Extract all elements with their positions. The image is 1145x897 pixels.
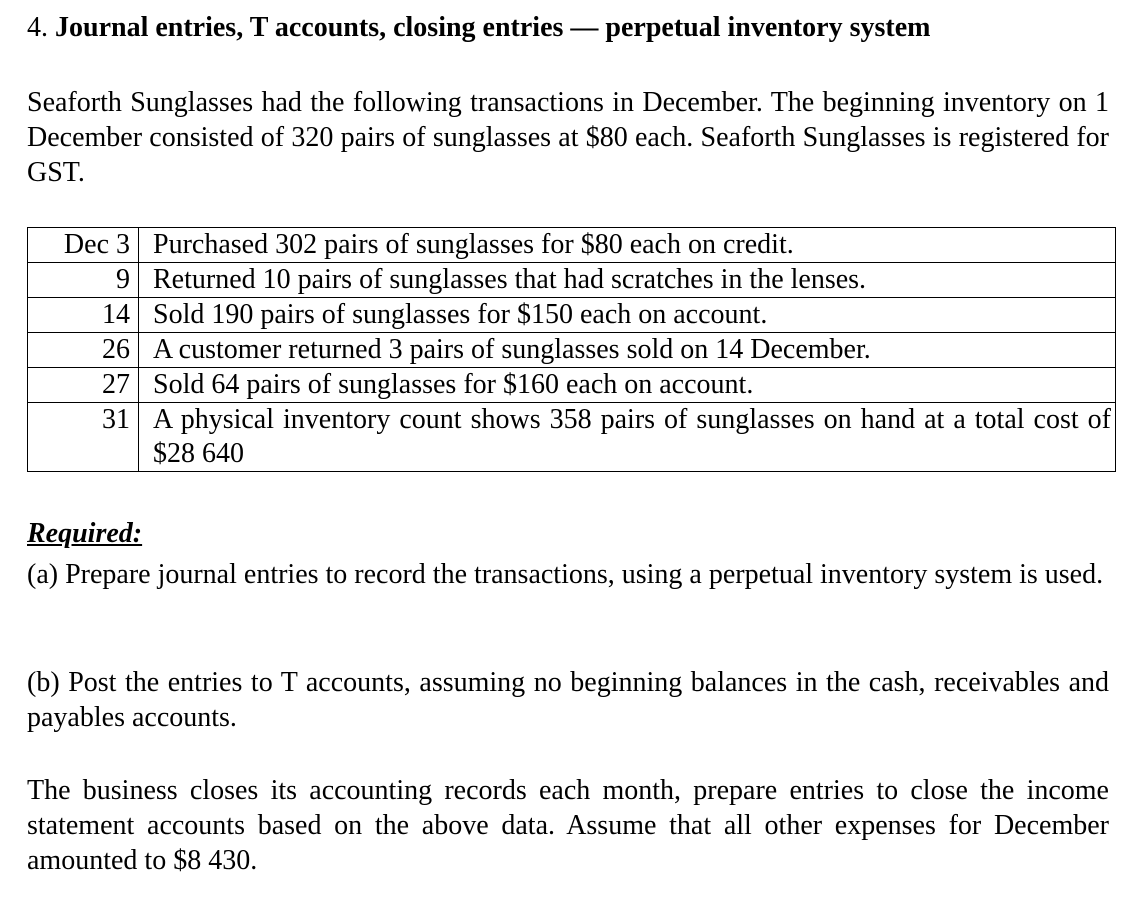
question-heading [27,12,930,44]
table-row [28,368,1116,403]
question-number: 4. [27,12,48,43]
transaction-description: Sold 190 pairs of sunglasses for $150 each on account. [139,298,1116,333]
closing-paragraph: The business closes its accounting records each month, prepare entries to close the income statement accounts based on the above data. Assume that all other expenses for December amounted to $8 430. [27,775,1109,876]
table-row [28,403,1116,472]
table-row [28,263,1116,298]
table-row [28,333,1116,368]
table-row [28,298,1116,333]
transaction-description: A physical inventory count shows 358 pairs of sunglasses on hand at a total cost of $28 640 [139,403,1116,472]
transaction-description: Sold 64 pairs of sunglasses for $160 each on account. [139,368,1116,403]
required-part-b: (b) Post the entries to T accounts, assuming no beginning balances in the cash, receivables and payables accounts. [27,667,1109,733]
transaction-date: 31 [28,403,139,472]
required-label: Required: [27,518,143,549]
transaction-description: A customer returned 3 pairs of sunglasses sold on 14 December. [139,333,1116,368]
transaction-date: 27 [28,368,139,403]
transaction-description: Purchased 302 pairs of sunglasses for $80 each on credit. [139,228,1116,263]
transaction-date: 14 [28,298,139,333]
transaction-description: Returned 10 pairs of sunglasses that had scratches in the lenses. [139,263,1116,298]
transaction-date: Dec 3 [28,228,139,263]
question-title: Journal entries, T accounts, closing entries — perpetual inventory system [55,12,931,43]
intro-paragraph: Seaforth Sunglasses had the following transactions in December. The beginning inventory on 1 December consisted of 320 pairs of sunglasses at $80 each. Seaforth Sunglasses is registered for GST. [27,87,1109,188]
transactions-table [27,227,1116,472]
table-row [28,228,1116,263]
required-part-a: (a) Prepare journal entries to record the transactions, using a perpetual inventory system is used. [27,559,1104,590]
transaction-date: 26 [28,333,139,368]
transaction-date: 9 [28,263,139,298]
